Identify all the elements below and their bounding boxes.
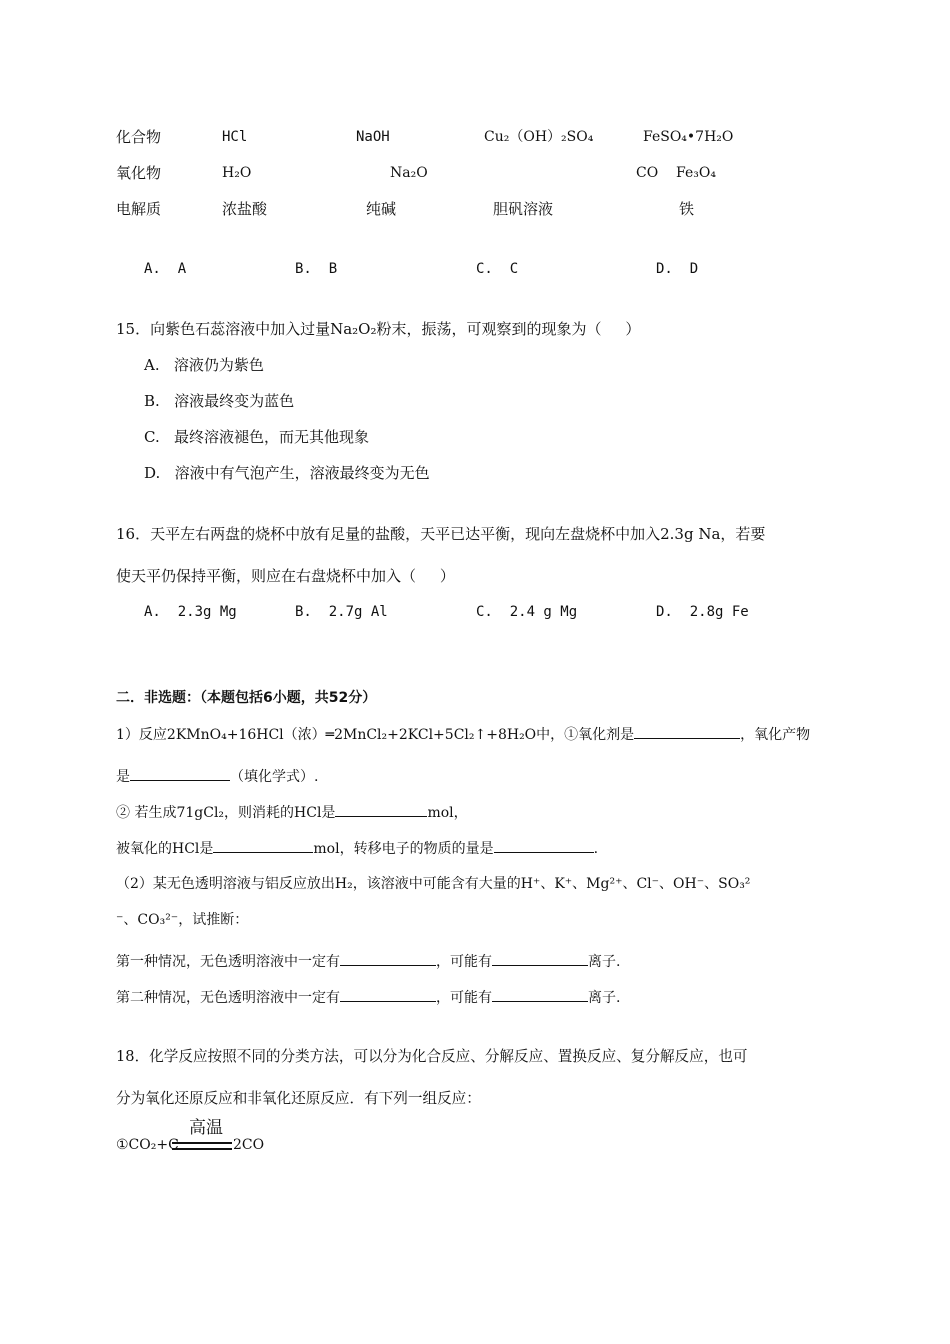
reaction-equation-1 — [116, 1118, 316, 1158]
row3-c2: 纯碱 — [366, 200, 397, 218]
q18-line1: 18．化学反应按照不同的分类方法，可以分为化合反应、分解反应、置换反应、复分解反应，也可 — [116, 1048, 748, 1065]
q14-option-a: A. A — [144, 261, 187, 277]
answer-blank-product[interactable] — [130, 766, 230, 781]
row1-c3: Cu₂（OH）₂SO₄ — [484, 129, 594, 145]
q17-line2-tail: （填化学式）. — [230, 769, 319, 785]
q15-option-b: B. 溶液最终变为蓝色 — [144, 392, 295, 410]
q16-stem-line2: 使天平仍保持平衡，则应在右盘烧杯中加入（ ） — [116, 567, 455, 585]
row3-c3: 胆矾溶液 — [493, 200, 554, 218]
q17-line7-text: 第一种情况，无色透明溶液中一定有 — [116, 954, 340, 970]
q18-line2: 分为氧化还原反应和非氧化还原反应．有下列一组反应： — [116, 1090, 481, 1107]
row2-c1: H₂O — [222, 165, 252, 181]
equation-right: 2CO — [233, 1137, 265, 1153]
q17-line2-text: 是 — [116, 769, 130, 785]
row1-c4: FeSO₄•7H₂O — [643, 129, 734, 145]
q17-line1-text: 1）反应2KMnO₄+16HCl（浓）═2MnCl₂+2KCl+5Cl₂↑+8H₂O中，①氧化剂是 — [116, 727, 635, 743]
answer-blank-electrons[interactable] — [494, 838, 594, 853]
q16-option-a: A. 2.3g Mg — [144, 604, 237, 620]
q15-stem: 15．向紫色石蕊溶液中加入过量Na₂O₂粉末，振荡，可观察到的现象为（ ） — [116, 320, 641, 338]
q17-line7-mid: ，可能有 — [436, 954, 492, 970]
row1-c2: NaOH — [356, 129, 390, 145]
q17-line5: （2）某无色透明溶液与铝反应放出H₂，该溶液中可能含有大量的H⁺、K⁺、Mg²⁺、Cl⁻、OH⁻、SO₃² — [116, 876, 751, 892]
q17-line8 — [116, 987, 620, 1008]
q16-option-d: D. 2.8g Fe — [656, 604, 749, 620]
answer-blank-case2-may[interactable] — [492, 987, 588, 1002]
section2-heading: 二．非选题：（本题包括6小题，共52分） — [116, 690, 377, 706]
equation-left: ①CO₂+C — [116, 1137, 179, 1153]
row3-c1: 浓盐酸 — [222, 200, 268, 218]
q17-line1 — [116, 724, 810, 745]
q14-option-d: D. D — [656, 261, 699, 277]
answer-blank-oxidant[interactable] — [634, 724, 740, 739]
row3-c4: 铁 — [679, 200, 695, 218]
q17-line4-tail: . — [593, 841, 599, 857]
answer-blank-hcl-oxidized[interactable] — [213, 838, 313, 853]
row2-c2: Na₂O — [390, 165, 428, 181]
q17-line4-mid: mol，转移电子的物质的量是 — [313, 841, 494, 857]
q16-option-c: C. 2.4 g Mg — [476, 604, 578, 620]
answer-blank-hcl-consumed[interactable] — [335, 802, 427, 817]
condition-high-temp: 高温 — [189, 1118, 223, 1138]
row3-label: 电解质 — [116, 200, 162, 218]
equals-double-line — [172, 1142, 232, 1150]
row1-c1: HCl — [222, 129, 248, 145]
q17-line8-tail: 离子. — [588, 990, 621, 1006]
q17-line8-text: 第二种情况，无色透明溶液中一定有 — [116, 990, 340, 1006]
q17-line3-text: ② 若生成71gCl₂，则消耗的HCl是 — [116, 805, 336, 821]
answer-blank-case2-must[interactable] — [340, 987, 436, 1002]
q17-line7 — [116, 951, 620, 972]
row2-c4: CO Fe₃O₄ — [636, 165, 716, 181]
q17-line6: ⁻、CO₃²⁻，试推断： — [116, 912, 249, 928]
row1-label: 化合物 — [116, 128, 162, 146]
answer-blank-case1-may[interactable] — [492, 951, 588, 966]
q17-line7-tail: 离子. — [588, 954, 621, 970]
q14-option-c: C. C — [476, 261, 519, 277]
q17-line3 — [116, 802, 468, 823]
q17-line4-text: 被氧化的HCl是 — [116, 841, 214, 857]
q17-line2 — [116, 766, 318, 787]
q17-line1-tail: ，氧化产物 — [740, 727, 811, 743]
q15-option-a: A. 溶液仍为紫色 — [144, 356, 264, 374]
q15-option-d: D. 溶液中有气泡产生，溶液最终变为无色 — [144, 464, 430, 482]
answer-blank-case1-must[interactable] — [340, 951, 436, 966]
q17-line3-tail: mol， — [427, 805, 468, 821]
q17-line8-mid: ，可能有 — [436, 990, 492, 1006]
q14-option-b: B. B — [295, 261, 338, 277]
q15-option-c: C. 最终溶液褪色，而无其他现象 — [144, 428, 370, 446]
row2-label: 氧化物 — [116, 164, 162, 182]
q16-stem-line1: 16．天平左右两盘的烧杯中放有足量的盐酸，天平已达平衡，现向左盘烧杯中加入2.3g Na，若要 — [116, 525, 766, 543]
q16-option-b: B. 2.7g Al — [295, 604, 388, 620]
q17-line4 — [116, 838, 598, 859]
